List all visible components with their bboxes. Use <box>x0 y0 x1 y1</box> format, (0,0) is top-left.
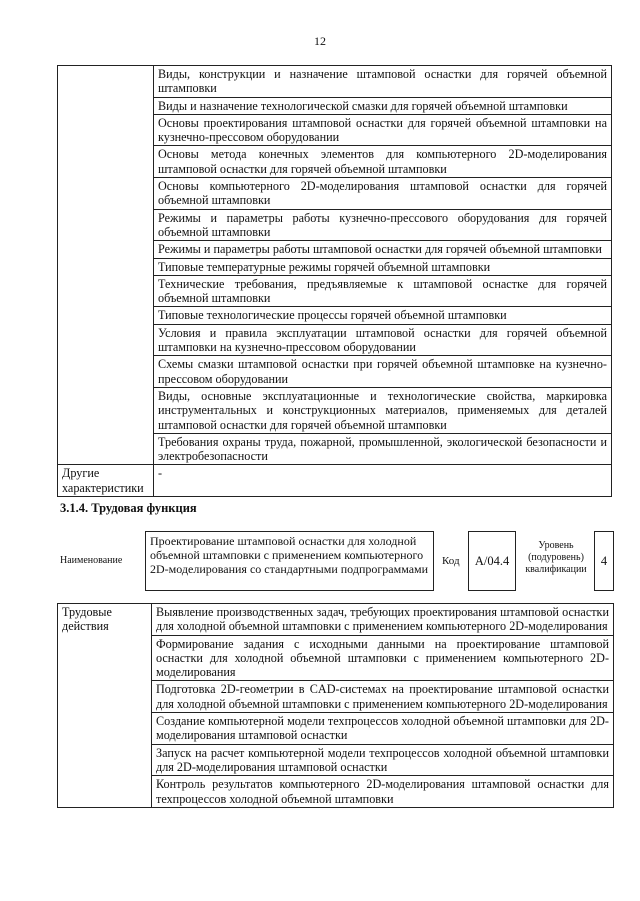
table-cell: Типовые технологические процессы горячей объемной штамповки <box>154 307 612 324</box>
labor-actions-table <box>57 603 614 808</box>
table-cell: Основы метода конечных элементов для компьютерного 2D-моделирования штамповой оснастки для горячей объемной штамповки <box>154 146 612 178</box>
level-label: Уровень (подуровень) квалификации <box>525 540 587 575</box>
empty-label-cell <box>58 66 154 465</box>
other-characteristics-value: - <box>154 465 612 497</box>
table-cell: Технические требования, предъявляемые к штамповой оснастке для горячей объемной штамповки <box>154 275 612 307</box>
code-label: Код <box>442 555 460 567</box>
section-heading: 3.1.4. Трудовая функция <box>60 501 197 515</box>
table-row <box>58 604 614 636</box>
table-cell: Режимы и параметры работы штамповой оснастки для горячей объемной штамповки <box>154 241 612 258</box>
table-cell: Контроль результатов компьютерного 2D-моделирования штамповой оснастки для техпроцессов холодной объемной штамповки <box>152 776 614 808</box>
table-cell: Основы компьютерного 2D-моделирования штамповой оснастки для горячей объемной штамповки <box>154 178 612 210</box>
table-cell: Условия и правила эксплуатации штамповой оснастки для горячей объемной штамповки на кузнечно-прессовом оборудовании <box>154 324 612 356</box>
table-cell: Схемы смазки штамповой оснастки при горячей объемной штамповке на кузнечно-прессовом оборудовании <box>154 356 612 388</box>
function-code-value: А/04.4 <box>468 531 516 591</box>
table-row <box>58 465 612 497</box>
table-cell: Режимы и параметры работы кузнечно-прессового оборудования для горячей объемной штамповки <box>154 209 612 241</box>
page-number: 12 <box>314 34 326 48</box>
table-cell: Создание компьютерной модели техпроцессов холодной объемной штамповки для 2D-моделирования штамповой оснастки <box>152 713 614 745</box>
table-cell: Типовые температурные режимы горячей объемной штамповки <box>154 258 612 275</box>
table-cell: Запуск на расчет компьютерной модели техпроцессов холодной объемной штамповки для 2D-моделирования штамповой оснастки <box>152 744 614 776</box>
other-characteristics-label: Другие характеристики <box>58 465 154 497</box>
labor-actions-label: Трудовые действия <box>58 604 152 808</box>
table-cell: Подготовка 2D-геометрии в CAD-системах на проектирование штамповой оснастки для холодной объемной штамповки с применением компьютерного 2D-моделирования <box>152 681 614 713</box>
table-cell: Виды и назначение технологической смазки для горячей объемной штамповки <box>154 97 612 114</box>
table-cell: Виды, конструкции и назначение штамповой оснастки для горячей объемной штамповки <box>154 66 612 98</box>
knowledge-table <box>57 65 612 497</box>
table-row <box>58 66 612 98</box>
table-cell: Требования охраны труда, пожарной, промышленной, экологической безопасности и электробезопасности <box>154 433 612 465</box>
qualification-level-value: 4 <box>594 531 614 591</box>
table-cell: Основы проектирования штамповой оснастки для горячей объемной штамповки на кузнечно-прессовом оборудовании <box>154 114 612 146</box>
table-cell: Формирование задания с исходными данными на проектирование штамповой оснастки для холодной объемной штамповки с применением компьютерного 2D-моделирования <box>152 635 614 681</box>
function-name-value: Проектирование штамповой оснастки для холодной объемной штамповки с применением компьютерного 2D-моделирования со стандартными подпрограммами <box>145 531 434 591</box>
table-cell: Виды, основные эксплуатационные и технологические свойства, маркировка инструментальных и конструкционных материалов, применяемых для деталей штамповой оснастки для горячей объемной штамповки <box>154 387 612 433</box>
name-label: Наименование <box>60 555 123 566</box>
table-cell: Выявление производственных задач, требующих проектирования штамповой оснастки для холодной объемной штамповки с применением компьютерного 2D-моделирования <box>152 604 614 636</box>
